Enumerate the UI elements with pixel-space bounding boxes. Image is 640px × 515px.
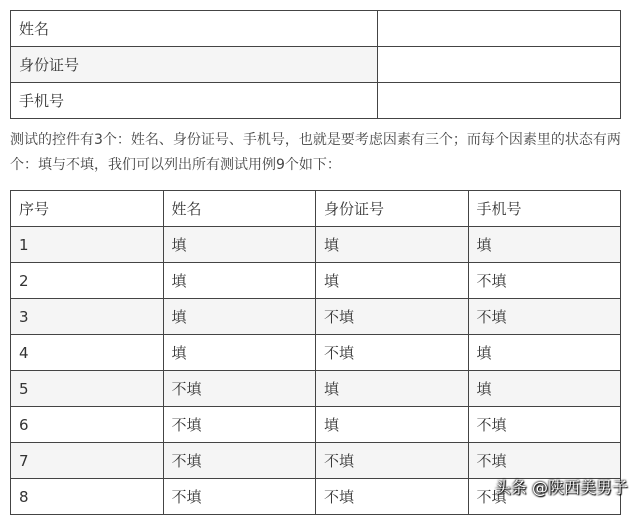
column-header-index: 序号 <box>11 191 164 227</box>
table-cell: 填 <box>468 371 621 407</box>
table-cell: 7 <box>11 443 164 479</box>
form-row-name <box>11 11 621 47</box>
table-cell: 不填 <box>468 443 621 479</box>
form-label: 手机号 <box>11 83 378 119</box>
test-case-table <box>10 190 621 515</box>
phone-input-cell[interactable] <box>378 83 621 119</box>
form-label: 身份证号 <box>11 47 378 83</box>
watermark-label: 头条 @陕西美男子 <box>494 478 628 497</box>
form-fields-table <box>10 10 621 119</box>
table-row <box>11 407 621 443</box>
form-row-id-number <box>11 47 621 83</box>
description-paragraph: 测试的控件有3个：姓名、身份证号、手机号，也就是要考虑因素有三个；而每个因素里的状态有两个：填与不填，我们可以列出所有测试用例9个如下： <box>10 132 621 173</box>
table-cell: 不填 <box>468 407 621 443</box>
table-cell: 3 <box>11 299 164 335</box>
table-cell: 填 <box>468 335 621 371</box>
column-header-name: 姓名 <box>163 191 316 227</box>
form-row-phone <box>11 83 621 119</box>
table-cell: 5 <box>11 371 164 407</box>
column-header-id-number: 身份证号 <box>316 191 469 227</box>
table-cell: 1 <box>11 227 164 263</box>
table-cell: 2 <box>11 263 164 299</box>
table-row <box>11 227 621 263</box>
table-row <box>11 263 621 299</box>
id-number-input-cell[interactable] <box>378 47 621 83</box>
table-cell: 填 <box>163 335 316 371</box>
table-cell: 不填 <box>163 407 316 443</box>
table-cell: 填 <box>163 299 316 335</box>
table-cell: 不填 <box>316 443 469 479</box>
table-header-row <box>11 191 621 227</box>
table-cell: 不填 <box>316 479 469 515</box>
table-cell: 填 <box>316 371 469 407</box>
table-cell: 不填 <box>163 479 316 515</box>
table-cell: 填 <box>316 263 469 299</box>
table-row <box>11 299 621 335</box>
table-cell: 8 <box>11 479 164 515</box>
table-cell: 不填 <box>468 479 621 515</box>
table-cell: 不填 <box>468 299 621 335</box>
table-cell: 填 <box>163 263 316 299</box>
table-row <box>11 443 621 479</box>
table-cell: 填 <box>468 227 621 263</box>
table-cell: 填 <box>163 227 316 263</box>
table-cell: 不填 <box>316 335 469 371</box>
table-cell: 6 <box>11 407 164 443</box>
form-label: 姓名 <box>11 11 378 47</box>
name-input-cell[interactable] <box>378 11 621 47</box>
column-header-phone: 手机号 <box>468 191 621 227</box>
table-cell: 填 <box>316 227 469 263</box>
table-cell: 填 <box>316 407 469 443</box>
table-cell: 不填 <box>468 263 621 299</box>
table-row <box>11 371 621 407</box>
table-cell: 4 <box>11 335 164 371</box>
table-row <box>11 335 621 371</box>
table-cell: 不填 <box>316 299 469 335</box>
table-cell: 不填 <box>163 443 316 479</box>
table-cell: 不填 <box>163 371 316 407</box>
